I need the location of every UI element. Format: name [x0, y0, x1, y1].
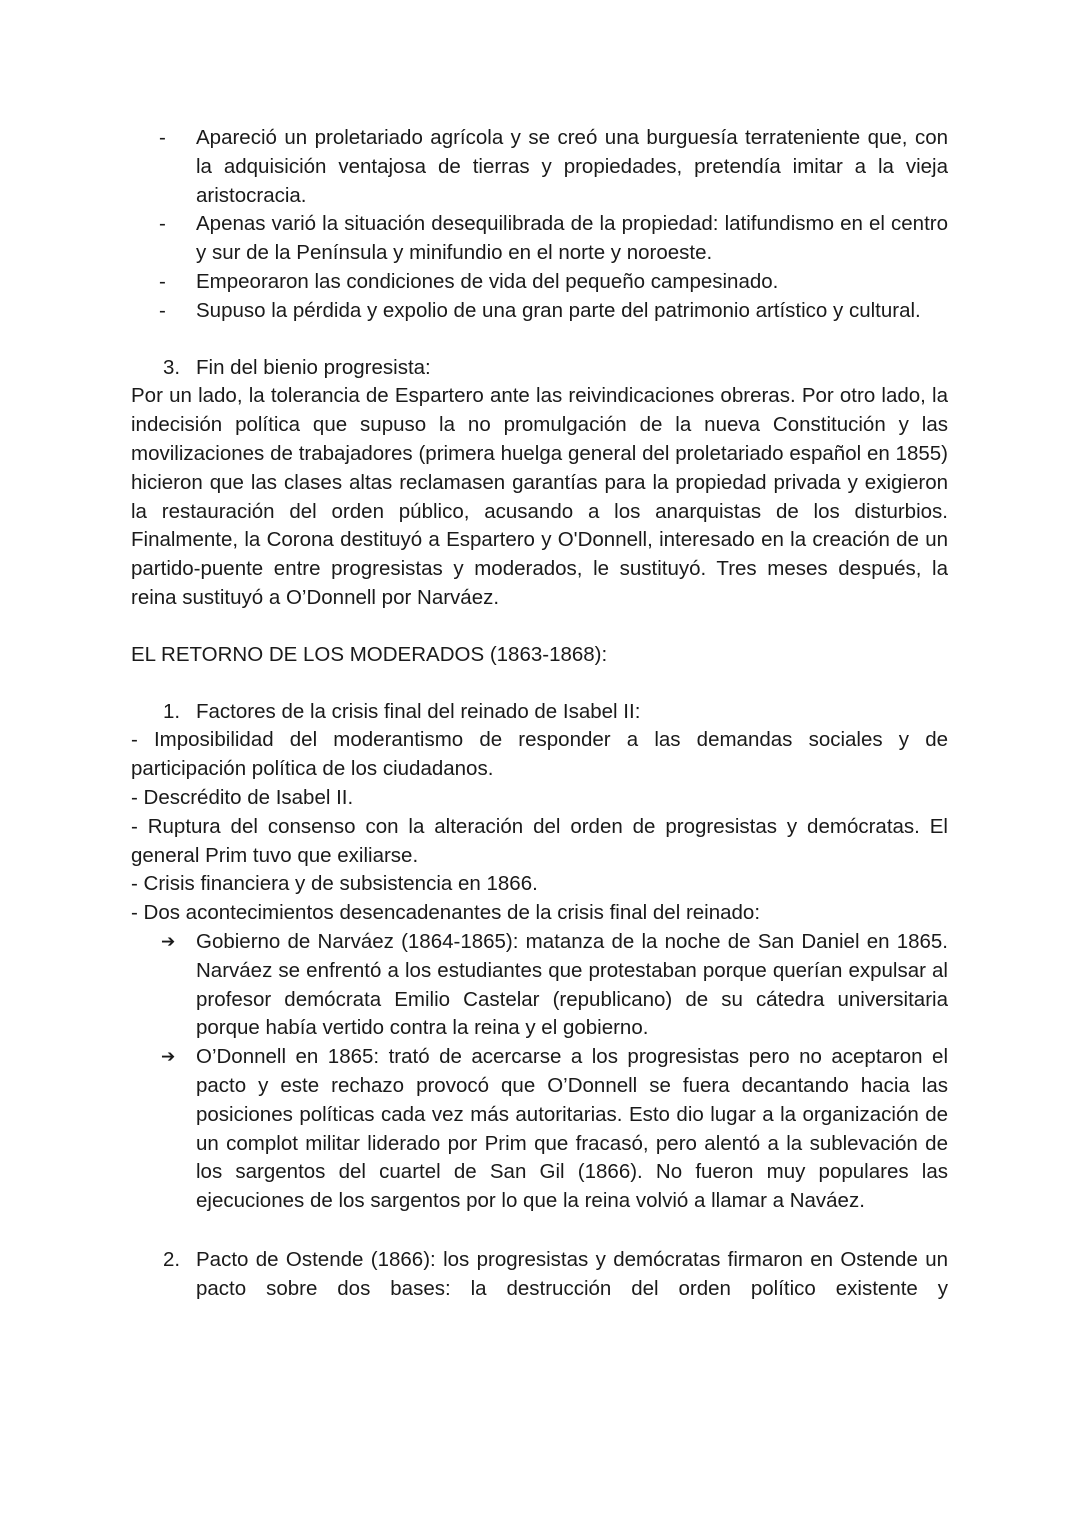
arrow-list-item	[131, 928, 948, 1043]
factores-title: Factores de la crisis final del reinado de Isabel II:	[196, 699, 641, 723]
arrow-item-text: O’Donnell en 1865: trató de acercarse a los progresistas pero no aceptaron el pacto y este rechazo provocó que O’Donnell se fuera decantando hacia las posiciones políticas cada vez más autoritarias. Esto dio lugar a la organización de un complot militar liderado por Prim que fracasó, pero alentó a la sublevación de los sargentos del cuartel de San Gil (1866). No fueron muy populares las ejecuciones de los sargentos por lo que la reina volvió a llamar a Naváez.	[196, 1045, 948, 1213]
bienio-paragraph: Por un lado, la tolerancia de Espartero ante las reivindicaciones obreras. Por otro lado, la indecisión política que supuso la no promulgación de la nueva Constitución y las movilizaciones de trabajadores (primera huelga general del proletariado español en 1855) hicieron que las clases altas reclamasen garantías para la propiedad privada y exigieron la restauración del orden público, acusando a los anarquistas de los disturbios. Finalmente, la Corona destituyó a Espartero y O'Donnell, interesado en la creación de un partido-puente entre progresistas y moderados, le sustituyó. Tres meses después, la reina sustituyó a O’Donnell por Narváez.	[131, 384, 948, 609]
list-item	[131, 124, 948, 210]
factor-line: - Crisis financiera y de subsistencia en 1866.	[131, 872, 538, 896]
arrow-right-icon: ➔	[161, 931, 176, 951]
item-number: 2.	[163, 1247, 181, 1271]
arrow-list-item	[131, 1043, 948, 1216]
bienio-title: Fin del bienio progresista:	[196, 355, 431, 379]
bienio-heading	[131, 354, 948, 383]
arrow-item-text: Gobierno de Narváez (1864-1865): matanza de la noche de San Daniel en 1865. Narváez se enfrentó a los estudiantes que protestaban porque querían expulsar al profesor demócrata Emilio Castelar (republicano) de su cátedra universitaria porque había vertido contra la reina y el gobierno.	[196, 929, 948, 1040]
dash-bullet: -	[159, 212, 166, 236]
document-page	[131, 124, 948, 1303]
factor-line: - Descrédito de Isabel II.	[131, 785, 354, 809]
factor-line: - Dos acontecimientos desencadenantes de la crisis final del reinado:	[131, 901, 761, 925]
list-item-text: Apareció un proletariado agrícola y se creó una burguesía terrateniente que, con la adquisición ventajosa de tierras y propiedades, pretendía imitar a la vieja aristocracia.	[196, 126, 948, 207]
list-item-text: Apenas varió la situación desequilibrada de la propiedad: latifundismo en el centro y sur de la Península y minifundio en el norte y noroeste.	[196, 212, 948, 265]
dash-bullet: -	[159, 298, 166, 322]
factor-line: - Imposibilidad del moderantismo de responder a las demandas sociales y de participación política de los ciudadanos.	[131, 728, 948, 781]
factor-line: - Ruptura del consenso con la alteración del orden de progresistas y demócratas. El general Prim tuvo que exiliarse.	[131, 814, 948, 867]
ostende-item	[131, 1246, 948, 1304]
list-item-text: Empeoraron las condiciones de vida del pequeño campesinado.	[196, 269, 779, 293]
list-item	[131, 210, 948, 268]
list-item	[131, 297, 948, 326]
consequences-list	[131, 124, 948, 326]
dash-bullet: -	[159, 126, 166, 149]
arrow-right-icon: ➔	[161, 1047, 176, 1067]
list-item-text: Supuso la pérdida y expolio de una gran parte del patrimonio artístico y cultural.	[196, 298, 921, 322]
section-title: EL RETORNO DE LOS MODERADOS (1863-1868):	[131, 642, 608, 666]
item-number: 3.	[163, 355, 181, 379]
dash-bullet: -	[159, 269, 166, 293]
item-number: 1.	[163, 699, 181, 723]
ostende-text: Pacto de Ostende (1866): los progresistas y demócratas firmaron en Ostende un pacto sobre dos bases: la destrucción del orden político existente y	[196, 1247, 948, 1300]
list-item	[131, 268, 948, 297]
factores-heading	[131, 698, 948, 727]
